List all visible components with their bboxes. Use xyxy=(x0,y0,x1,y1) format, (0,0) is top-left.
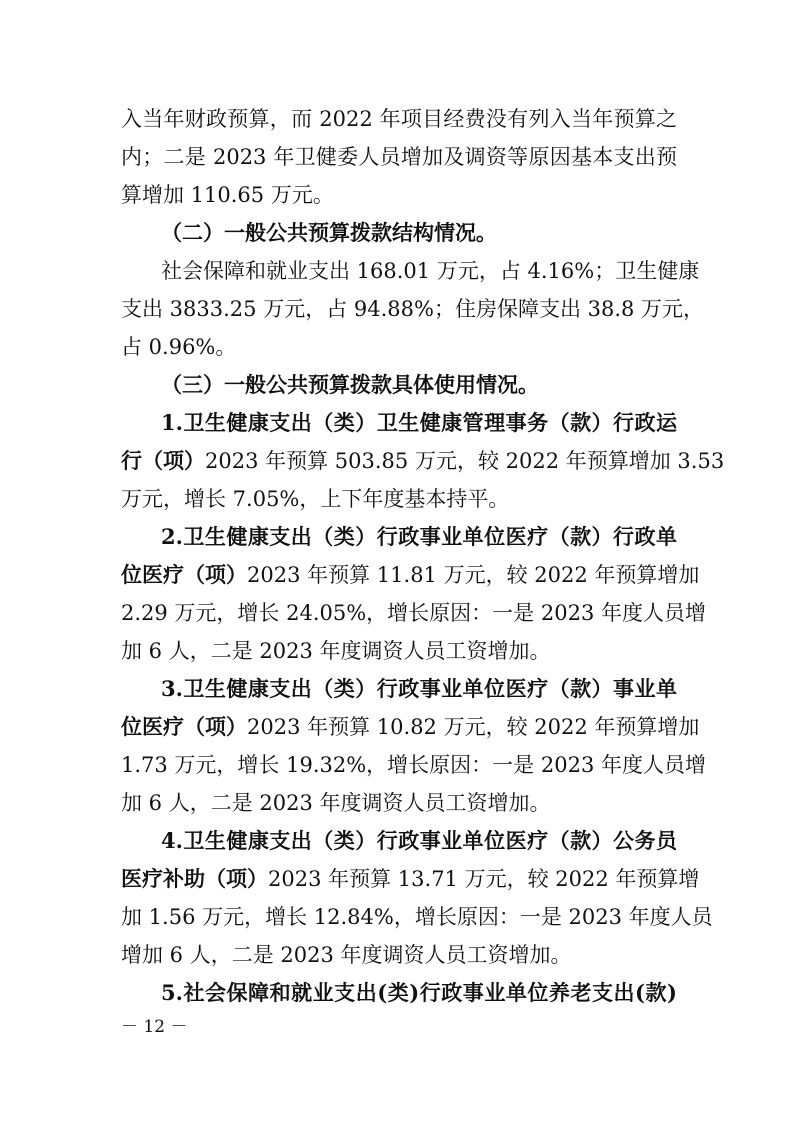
section-heading: （三）一般公共预算拨款具体使用情况。 xyxy=(161,372,539,397)
item-title: 5.社会保障和就业支出(类)行政事业单位养老支出(款) xyxy=(161,980,677,1005)
item-title: 医疗补助（项） xyxy=(121,866,268,891)
item-text: 2023 年预算 11.81 万元，较 2022 年预算增加 xyxy=(247,563,700,587)
body-line: 社会保障和就业支出 168.01 万元，占 4.16%；卫生健康 xyxy=(161,259,700,283)
body-line: 支出 3833.25 万元，占 94.88%；住房保障支出 38.8 万元， xyxy=(121,297,705,321)
body-line: 加 6 人，二是 2023 年度调资人员工资增加。 xyxy=(121,791,551,815)
item-title: 位医疗（项） xyxy=(121,562,247,587)
body-line: 占 0.96%。 xyxy=(121,335,237,359)
body-line: 增加 6 人，二是 2023 年度调资人员工资增加。 xyxy=(121,943,572,967)
body-line: 加 1.56 万元，增长 12.84%，增长原因：一是 2023 年度人员 xyxy=(121,905,713,929)
body-line xyxy=(121,714,700,740)
item-title: 3.卫生健康支出（类）行政事业单位医疗（款）事业单 xyxy=(161,676,677,701)
body-line: 1.73 万元，增长 19.32%，增长原因：一是 2023 年度人员增 xyxy=(121,753,706,777)
item-text: 2023 年预算 10.82 万元，较 2022 年预算增加 xyxy=(247,715,700,739)
body-line: 万元，增长 7.05%，上下年度基本持平。 xyxy=(121,487,510,511)
item-text: 2023 年预算 503.85 万元，较 2022 年预算增加 3.53 xyxy=(205,449,725,473)
body-line: 入当年财政预算，而 2022 年项目经费没有列入当年预算之 xyxy=(121,107,677,131)
item-title: 行（项） xyxy=(121,448,205,473)
item-title: 位医疗（项） xyxy=(121,714,247,739)
body-line: 2.29 万元，增长 24.05%，增长原因：一是 2023 年度人员增 xyxy=(121,601,706,625)
item-title: 4.卫生健康支出（类）行政事业单位医疗（款）公务员 xyxy=(161,828,677,853)
body-line xyxy=(121,866,700,892)
body-line: 加 6 人，二是 2023 年度调资人员工资增加。 xyxy=(121,639,551,663)
page-number: － 12 － xyxy=(121,1017,188,1037)
body-line: 算增加 110.65 万元。 xyxy=(121,183,334,207)
item-title: 2.卫生健康支出（类）行政事业单位医疗（款）行政单 xyxy=(161,524,677,549)
body-line: 内；二是 2023 年卫健委人员增加及调资等原因基本支出预 xyxy=(121,145,677,169)
section-heading: （二）一般公共预算拨款结构情况。 xyxy=(161,220,497,245)
body-line xyxy=(121,448,725,474)
item-text: 2023 年预算 13.71 万元，较 2022 年预算增 xyxy=(268,867,700,891)
body-line xyxy=(121,562,700,588)
item-title: 1.卫生健康支出（类）卫生健康管理事务（款）行政运 xyxy=(161,410,677,435)
